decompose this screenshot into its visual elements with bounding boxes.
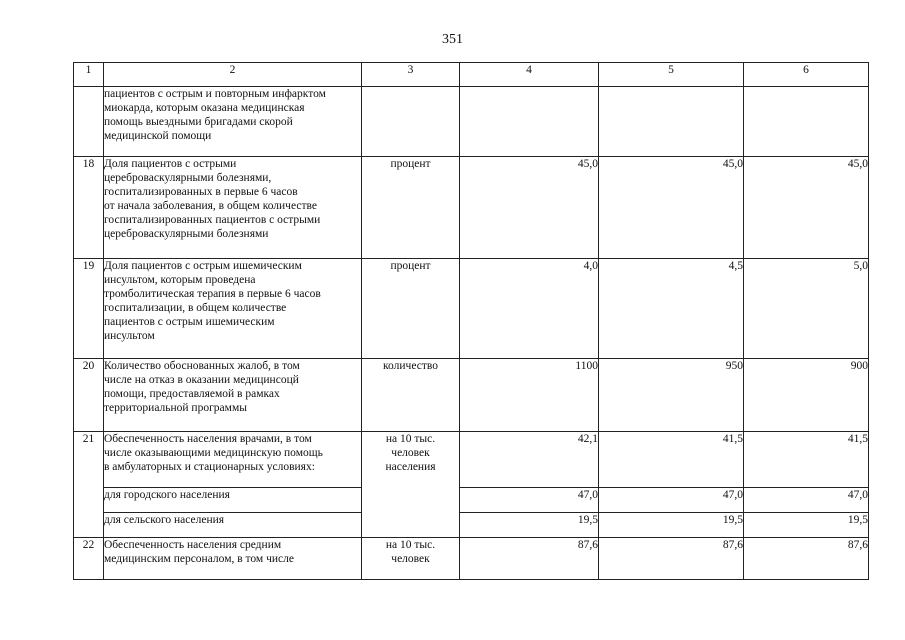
value-col4: 1100	[460, 359, 599, 432]
value-col5: 47,0	[599, 488, 744, 513]
table-row	[74, 359, 869, 432]
indicator-name-line: госпитализации, в общем количестве	[104, 302, 287, 314]
value-col6: 45,0	[744, 157, 869, 259]
value-col5: 87,6	[599, 538, 744, 580]
value-col6: 41,5	[744, 432, 869, 488]
value-col4	[460, 87, 599, 157]
column-header: 3	[362, 63, 460, 87]
indicator-name-line: Количество обоснованных жалоб, в том	[104, 360, 300, 372]
row-number: 20	[74, 359, 104, 432]
indicator-name	[104, 432, 362, 488]
column-header: 6	[744, 63, 869, 87]
indicator-name-line: инсультом, которым проведена	[104, 274, 256, 286]
indicator-name	[104, 538, 362, 580]
table-row	[74, 432, 869, 488]
indicator-name: для сельского населения	[104, 513, 362, 538]
unit-line: на 10 тыс.	[385, 539, 436, 551]
indicators-table	[73, 62, 869, 580]
indicator-name-line: от начала заболевания, в общем количестве	[104, 200, 317, 212]
indicator-name-line: медицинской помощи	[104, 130, 212, 142]
indicator-name-line: пациентов с острым ишемическим	[104, 316, 275, 328]
unit-cell	[362, 432, 460, 538]
indicator-name-line: Доля пациентов с острым ишемическим	[104, 260, 302, 272]
indicator-name-line: Обеспеченность населения средним	[104, 539, 282, 551]
column-header: 5	[599, 63, 744, 87]
value-col6	[744, 87, 869, 157]
unit-cell	[362, 538, 460, 580]
indicator-name-line: Доля пациентов с острыми	[104, 158, 237, 170]
indicator-name-line: помощь выездными бригадами скорой	[104, 116, 293, 128]
indicator-name-line: госпитализированных в первые 6 часов	[104, 186, 298, 198]
table-row	[74, 259, 869, 359]
indicator-name-line: числе на отказ в оказании медицинсоцй	[104, 374, 299, 386]
table-header-row	[74, 63, 869, 87]
indicator-name: для городского населения	[104, 488, 362, 513]
indicator-name-line: инсультом	[104, 330, 155, 342]
indicator-name	[104, 157, 362, 259]
value-col6: 19,5	[744, 513, 869, 538]
value-col5: 950	[599, 359, 744, 432]
row-number: 21	[74, 432, 104, 538]
value-col6: 5,0	[744, 259, 869, 359]
unit-line: человек	[391, 447, 430, 459]
unit-line: населения	[385, 461, 436, 473]
unit-cell: процент	[362, 157, 460, 259]
indicator-name	[104, 359, 362, 432]
unit-cell	[362, 87, 460, 157]
value-col5: 45,0	[599, 157, 744, 259]
unit-cell: количество	[362, 359, 460, 432]
unit-cell: процент	[362, 259, 460, 359]
table-row	[74, 87, 869, 157]
value-col4: 42,1	[460, 432, 599, 488]
indicator-name-line: миокарда, которым оказана медицинская	[104, 102, 305, 114]
value-col4: 47,0	[460, 488, 599, 513]
indicator-name	[104, 259, 362, 359]
column-header: 2	[104, 63, 362, 87]
indicator-name-line: помощи, предоставляемой в рамках	[104, 388, 280, 400]
indicator-name-line: медицинским персоналом, в том числе	[104, 553, 294, 565]
indicator-name-line: цереброваскулярными болезнями	[104, 228, 269, 240]
value-col5	[599, 87, 744, 157]
value-col4: 45,0	[460, 157, 599, 259]
indicator-name	[104, 87, 362, 157]
value-col4: 19,5	[460, 513, 599, 538]
value-col5: 19,5	[599, 513, 744, 538]
indicator-name-line: в амбулаторных и стационарных условиях:	[104, 461, 315, 473]
unit-line: на 10 тыс.	[385, 433, 436, 445]
table-row	[74, 488, 869, 513]
row-number: 22	[74, 538, 104, 580]
indicator-name-line: цереброваскулярными болезнями,	[104, 172, 272, 184]
table-row	[74, 513, 869, 538]
column-header: 1	[74, 63, 104, 87]
row-number	[74, 87, 104, 157]
unit-line: человек	[391, 553, 430, 565]
table-row	[74, 157, 869, 259]
table-row	[74, 538, 869, 580]
value-col6: 87,6	[744, 538, 869, 580]
value-col4: 4,0	[460, 259, 599, 359]
value-col5: 4,5	[599, 259, 744, 359]
value-col6: 47,0	[744, 488, 869, 513]
value-col6: 900	[744, 359, 869, 432]
indicator-name-line: пациентов с острым и повторным инфарктом	[104, 88, 326, 100]
row-number: 18	[74, 157, 104, 259]
indicator-name-line: Обеспеченность населения врачами, в том	[104, 433, 312, 445]
indicator-name-line: числе оказывающими медицинскую помощь	[104, 447, 323, 459]
column-header: 4	[460, 63, 599, 87]
value-col5: 41,5	[599, 432, 744, 488]
row-number: 19	[74, 259, 104, 359]
indicator-name-line: территориальной программы	[104, 402, 247, 414]
value-col4: 87,6	[460, 538, 599, 580]
indicator-name-line: госпитализированных пациентов с острыми	[104, 214, 321, 226]
indicator-name-line: тромболитическая терапия в первые 6 часов	[104, 288, 321, 300]
page-number: 351	[442, 32, 463, 47]
